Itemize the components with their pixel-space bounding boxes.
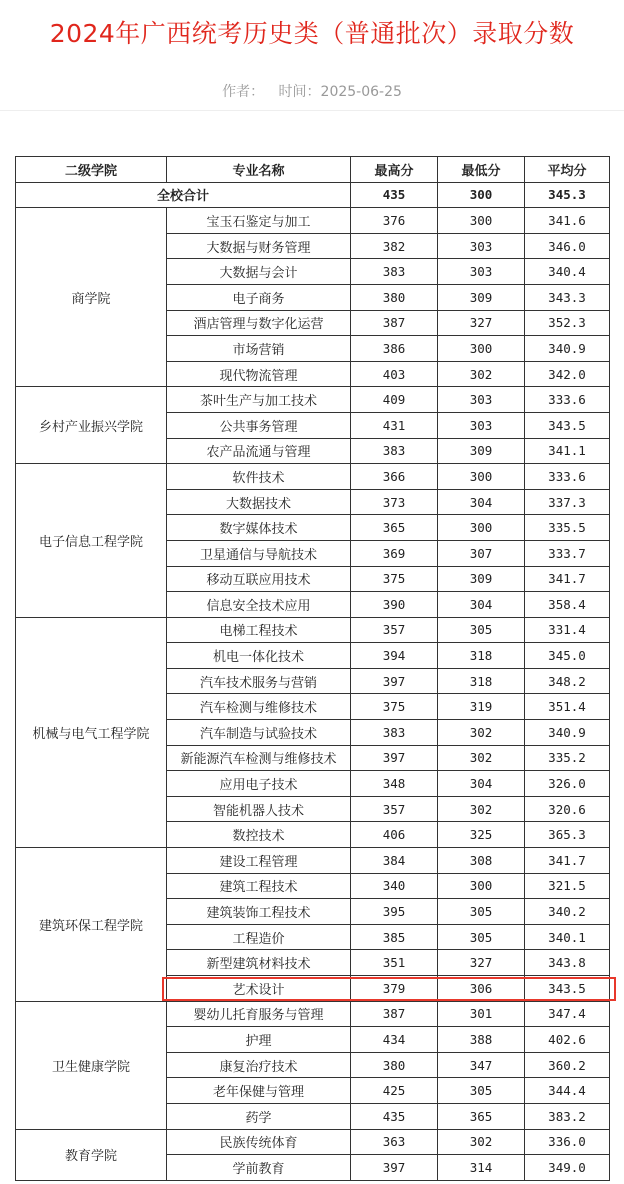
avg-score-cell: 337.3 [525, 489, 610, 515]
total-label: 全校合计 [16, 182, 351, 208]
major-cell: 宝玉石鉴定与加工 [167, 208, 351, 234]
min-score-cell: 347 [438, 1052, 525, 1078]
min-score-cell: 300 [438, 336, 525, 362]
header-max: 最高分 [351, 157, 438, 183]
max-score-cell: 383 [351, 720, 438, 746]
max-score-cell: 348 [351, 771, 438, 797]
table-row [16, 848, 610, 874]
avg-score-cell: 341.1 [525, 438, 610, 464]
min-score-cell: 327 [438, 310, 525, 336]
min-score-cell: 365 [438, 1103, 525, 1129]
max-score-cell: 363 [351, 1129, 438, 1155]
avg-score-cell: 345.0 [525, 643, 610, 669]
avg-score-cell: 351.4 [525, 694, 610, 720]
avg-score-cell: 352.3 [525, 310, 610, 336]
max-score-cell: 435 [351, 1103, 438, 1129]
publish-date: 2025-06-25 [320, 84, 402, 100]
min-score-cell: 319 [438, 694, 525, 720]
college-cell: 乡村产业振兴学院 [16, 387, 167, 464]
max-score-cell: 351 [351, 950, 438, 976]
max-score-cell: 357 [351, 617, 438, 643]
max-score-cell: 385 [351, 924, 438, 950]
min-score-cell: 307 [438, 540, 525, 566]
table-row [16, 1001, 610, 1027]
min-score-cell: 304 [438, 771, 525, 797]
header-college: 二级学院 [16, 157, 167, 183]
min-score-cell: 303 [438, 387, 525, 413]
college-cell: 商学院 [16, 208, 167, 387]
major-cell: 护理 [167, 1027, 351, 1053]
avg-score-cell: 341.7 [525, 566, 610, 592]
min-score-cell: 302 [438, 796, 525, 822]
max-score-cell: 369 [351, 540, 438, 566]
min-score-cell: 305 [438, 1078, 525, 1104]
min-score-cell: 327 [438, 950, 525, 976]
min-score-cell: 305 [438, 617, 525, 643]
avg-score-cell: 340.2 [525, 899, 610, 925]
college-cell: 卫生健康学院 [16, 1001, 167, 1129]
major-cell: 汽车制造与试验技术 [167, 720, 351, 746]
max-score-cell: 431 [351, 412, 438, 438]
max-score-cell: 390 [351, 592, 438, 618]
max-score-cell: 380 [351, 284, 438, 310]
college-cell: 机械与电气工程学院 [16, 617, 167, 847]
max-score-cell: 380 [351, 1052, 438, 1078]
total-row [16, 182, 610, 208]
major-cell: 应用电子技术 [167, 771, 351, 797]
max-score-cell: 397 [351, 1155, 438, 1181]
max-score-cell: 357 [351, 796, 438, 822]
major-cell: 建筑装饰工程技术 [167, 899, 351, 925]
avg-score-cell: 340.9 [525, 720, 610, 746]
max-score-cell: 373 [351, 489, 438, 515]
major-cell: 民族传统体育 [167, 1129, 351, 1155]
major-cell: 建筑工程技术 [167, 873, 351, 899]
min-score-cell: 305 [438, 924, 525, 950]
major-cell: 信息安全技术应用 [167, 592, 351, 618]
min-score-cell: 300 [438, 873, 525, 899]
max-score-cell: 397 [351, 668, 438, 694]
major-cell: 新能源汽车检测与维修技术 [167, 745, 351, 771]
major-cell: 茶叶生产与加工技术 [167, 387, 351, 413]
major-cell: 电梯工程技术 [167, 617, 351, 643]
max-score-cell: 365 [351, 515, 438, 541]
total-min: 300 [438, 182, 525, 208]
time-label: 时间： [278, 84, 321, 100]
major-cell: 农产品流通与管理 [167, 438, 351, 464]
avg-score-cell: 340.9 [525, 336, 610, 362]
table-row [16, 387, 610, 413]
scores-table [15, 156, 610, 1181]
max-score-cell: 403 [351, 361, 438, 387]
min-score-cell: 388 [438, 1027, 525, 1053]
min-score-cell: 304 [438, 489, 525, 515]
min-score-cell: 302 [438, 1129, 525, 1155]
avg-score-cell: 344.4 [525, 1078, 610, 1104]
avg-score-cell: 349.0 [525, 1155, 610, 1181]
min-score-cell: 318 [438, 643, 525, 669]
min-score-cell: 306 [438, 976, 525, 1002]
major-cell: 移动互联应用技术 [167, 566, 351, 592]
avg-score-cell: 343.8 [525, 950, 610, 976]
header-major: 专业名称 [167, 157, 351, 183]
max-score-cell: 379 [351, 976, 438, 1002]
author-label: 作者： [222, 84, 265, 100]
min-score-cell: 302 [438, 361, 525, 387]
college-cell: 教育学院 [16, 1129, 167, 1180]
min-score-cell: 309 [438, 438, 525, 464]
min-score-cell: 302 [438, 745, 525, 771]
max-score-cell: 387 [351, 310, 438, 336]
avg-score-cell: 335.5 [525, 515, 610, 541]
avg-score-cell: 360.2 [525, 1052, 610, 1078]
college-cell: 建筑环保工程学院 [16, 848, 167, 1002]
min-score-cell: 300 [438, 464, 525, 490]
major-cell: 数字媒体技术 [167, 515, 351, 541]
major-cell: 老年保健与管理 [167, 1078, 351, 1104]
major-cell: 药学 [167, 1103, 351, 1129]
major-cell: 新型建筑材料技术 [167, 950, 351, 976]
major-cell: 电子商务 [167, 284, 351, 310]
min-score-cell: 314 [438, 1155, 525, 1181]
max-score-cell: 395 [351, 899, 438, 925]
avg-score-cell: 383.2 [525, 1103, 610, 1129]
avg-score-cell: 343.5 [525, 412, 610, 438]
min-score-cell: 318 [438, 668, 525, 694]
min-score-cell: 303 [438, 412, 525, 438]
min-score-cell: 308 [438, 848, 525, 874]
avg-score-cell: 335.2 [525, 745, 610, 771]
max-score-cell: 406 [351, 822, 438, 848]
table-row [16, 617, 610, 643]
major-cell: 汽车技术服务与营销 [167, 668, 351, 694]
avg-score-cell: 341.7 [525, 848, 610, 874]
max-score-cell: 376 [351, 208, 438, 234]
avg-score-cell: 402.6 [525, 1027, 610, 1053]
max-score-cell: 383 [351, 259, 438, 285]
max-score-cell: 384 [351, 848, 438, 874]
total-avg: 345.3 [525, 182, 610, 208]
min-score-cell: 300 [438, 208, 525, 234]
college-cell: 电子信息工程学院 [16, 464, 167, 618]
avg-score-cell: 326.0 [525, 771, 610, 797]
max-score-cell: 397 [351, 745, 438, 771]
major-cell: 大数据技术 [167, 489, 351, 515]
max-score-cell: 340 [351, 873, 438, 899]
major-cell: 现代物流管理 [167, 361, 351, 387]
major-cell: 公共事务管理 [167, 412, 351, 438]
avg-score-cell: 346.0 [525, 233, 610, 259]
avg-score-cell: 321.5 [525, 873, 610, 899]
max-score-cell: 409 [351, 387, 438, 413]
avg-score-cell: 342.0 [525, 361, 610, 387]
max-score-cell: 387 [351, 1001, 438, 1027]
major-cell: 工程造价 [167, 924, 351, 950]
table-row [16, 1129, 610, 1155]
avg-score-cell: 365.3 [525, 822, 610, 848]
major-cell: 大数据与会计 [167, 259, 351, 285]
min-score-cell: 303 [438, 233, 525, 259]
major-cell: 软件技术 [167, 464, 351, 490]
avg-score-cell: 333.7 [525, 540, 610, 566]
total-max: 435 [351, 182, 438, 208]
table-row [16, 464, 610, 490]
avg-score-cell: 358.4 [525, 592, 610, 618]
min-score-cell: 309 [438, 284, 525, 310]
min-score-cell: 304 [438, 592, 525, 618]
avg-score-cell: 320.6 [525, 796, 610, 822]
avg-score-cell: 333.6 [525, 464, 610, 490]
max-score-cell: 375 [351, 566, 438, 592]
avg-score-cell: 331.4 [525, 617, 610, 643]
major-cell: 婴幼儿托育服务与管理 [167, 1001, 351, 1027]
major-cell: 市场营销 [167, 336, 351, 362]
major-cell: 学前教育 [167, 1155, 351, 1181]
max-score-cell: 386 [351, 336, 438, 362]
major-cell: 数控技术 [167, 822, 351, 848]
min-score-cell: 325 [438, 822, 525, 848]
article-meta [0, 81, 624, 101]
min-score-cell: 309 [438, 566, 525, 592]
major-cell: 智能机器人技术 [167, 796, 351, 822]
page-title: 2024年广西统考历史类（普通批次）录取分数 [49, 19, 575, 48]
divider [0, 110, 624, 111]
major-cell: 大数据与财务管理 [167, 233, 351, 259]
max-score-cell: 383 [351, 438, 438, 464]
major-cell: 卫星通信与导航技术 [167, 540, 351, 566]
max-score-cell: 425 [351, 1078, 438, 1104]
avg-score-cell: 340.1 [525, 924, 610, 950]
max-score-cell: 434 [351, 1027, 438, 1053]
min-score-cell: 301 [438, 1001, 525, 1027]
major-cell: 机电一体化技术 [167, 643, 351, 669]
major-cell: 康复治疗技术 [167, 1052, 351, 1078]
header-min: 最低分 [438, 157, 525, 183]
header-avg: 平均分 [525, 157, 610, 183]
min-score-cell: 303 [438, 259, 525, 285]
avg-score-cell: 333.6 [525, 387, 610, 413]
min-score-cell: 305 [438, 899, 525, 925]
major-cell: 艺术设计 [167, 976, 351, 1002]
table-row [16, 208, 610, 234]
major-cell: 建设工程管理 [167, 848, 351, 874]
avg-score-cell: 347.4 [525, 1001, 610, 1027]
major-cell: 酒店管理与数字化运营 [167, 310, 351, 336]
avg-score-cell: 343.3 [525, 284, 610, 310]
table-header-row [16, 157, 610, 183]
min-score-cell: 302 [438, 720, 525, 746]
avg-score-cell: 340.4 [525, 259, 610, 285]
avg-score-cell: 336.0 [525, 1129, 610, 1155]
max-score-cell: 366 [351, 464, 438, 490]
max-score-cell: 375 [351, 694, 438, 720]
avg-score-cell: 348.2 [525, 668, 610, 694]
avg-score-cell: 341.6 [525, 208, 610, 234]
min-score-cell: 300 [438, 515, 525, 541]
max-score-cell: 394 [351, 643, 438, 669]
max-score-cell: 382 [351, 233, 438, 259]
major-cell: 汽车检测与维修技术 [167, 694, 351, 720]
avg-score-cell: 343.5 [525, 976, 610, 1002]
